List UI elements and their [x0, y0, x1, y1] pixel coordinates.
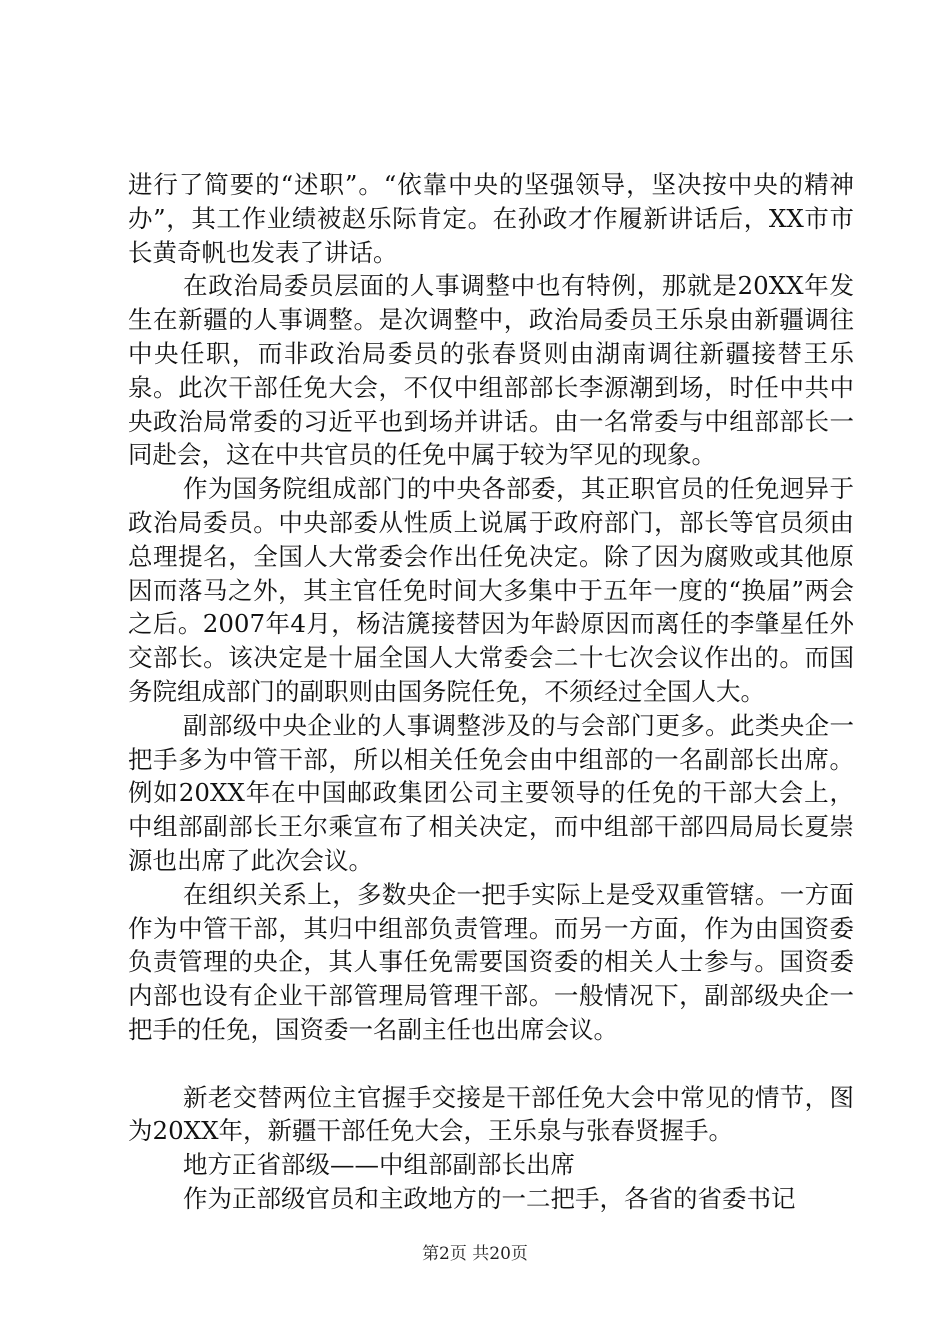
paragraph-4: 副部级中央企业的人事调整涉及的与会部门更多。此类央企一把手多为中管干部，所以相关任免会由中组部的一名副部长出席。例如20XX年在中国邮政集团公司主要领导的任免的干部大会上，中组部副部长王尔乘宣布了相关决定，而中组部干部四局局长夏崇源也出席了此次会议。 [128, 710, 854, 875]
paragraph-3: 作为国务院组成部门的中央各部委，其正职官员的任免迥异于政治局委员。中央部委从性质上说属于政府部门，部长等官员须由总理提名，全国人大常委会作出任免决定。除了因为腐败或其他原因而落马之外，其主官任免时间大多集中于五年一度的“换届”两会之后。2007年4月，杨洁篪接替因为年龄原因而离任的李肇星任外交部长。该决定是十届全国人大常委会二十七次会议作出的。而国务院组成部门的副职则由国务院任免，不须经过全国人大。 [128, 474, 854, 706]
paragraph-1: 进行了简要的“述职”。“依靠中央的坚强领导，坚决按中央的精神办”，其工作业绩被赵乐际肯定。在孙政才作履新讲话后，XX市市长黄奇帆也发表了讲话。 [128, 170, 854, 267]
section-heading: 地方正省部级——中组部副部长出席 [183, 1150, 575, 1180]
paragraph-photo-caption: 新老交替两位主官握手交接是干部任免大会中常见的情节，图为20XX年，新疆干部任免大会，王乐泉与张春贤握手。 [128, 1082, 854, 1146]
document-body [128, 168, 854, 1216]
blank-line [128, 1047, 854, 1081]
page-footer: 第2页 共20页 [422, 1244, 528, 1264]
paragraph-5: 在组织关系上，多数央企一把手实际上是受双重管辖。一方面作为中管干部，其归中组部负责管理。而另一方面，作为由国资委负责管理的央企，其人事任免需要国资委的相关人士参与。国资委内部也设有企业干部管理局管理干部。一般情况下，副部级央企一把手的任免，国资委一名副主任也出席会议。 [128, 879, 854, 1044]
paragraph-2: 在政治局委员层面的人事调整中也有特例，那就是20XX年发生在新疆的人事调整。是次调整中，政治局委员王乐泉由新疆调往中央任职，而非政治局委员的张春贤则由湖南调往新疆接替王乐泉。此次干部任免大会，不仅中组部部长李源潮到场，时任中共中央政治局常委的习近平也到场并讲话。由一名常委与中组部部长一同赴会，这在中共官员的任免中属于较为罕见的现象。 [128, 271, 854, 470]
paragraph-7: 作为正部级官员和主政地方的一二把手，各省的省委书记 [183, 1183, 796, 1213]
